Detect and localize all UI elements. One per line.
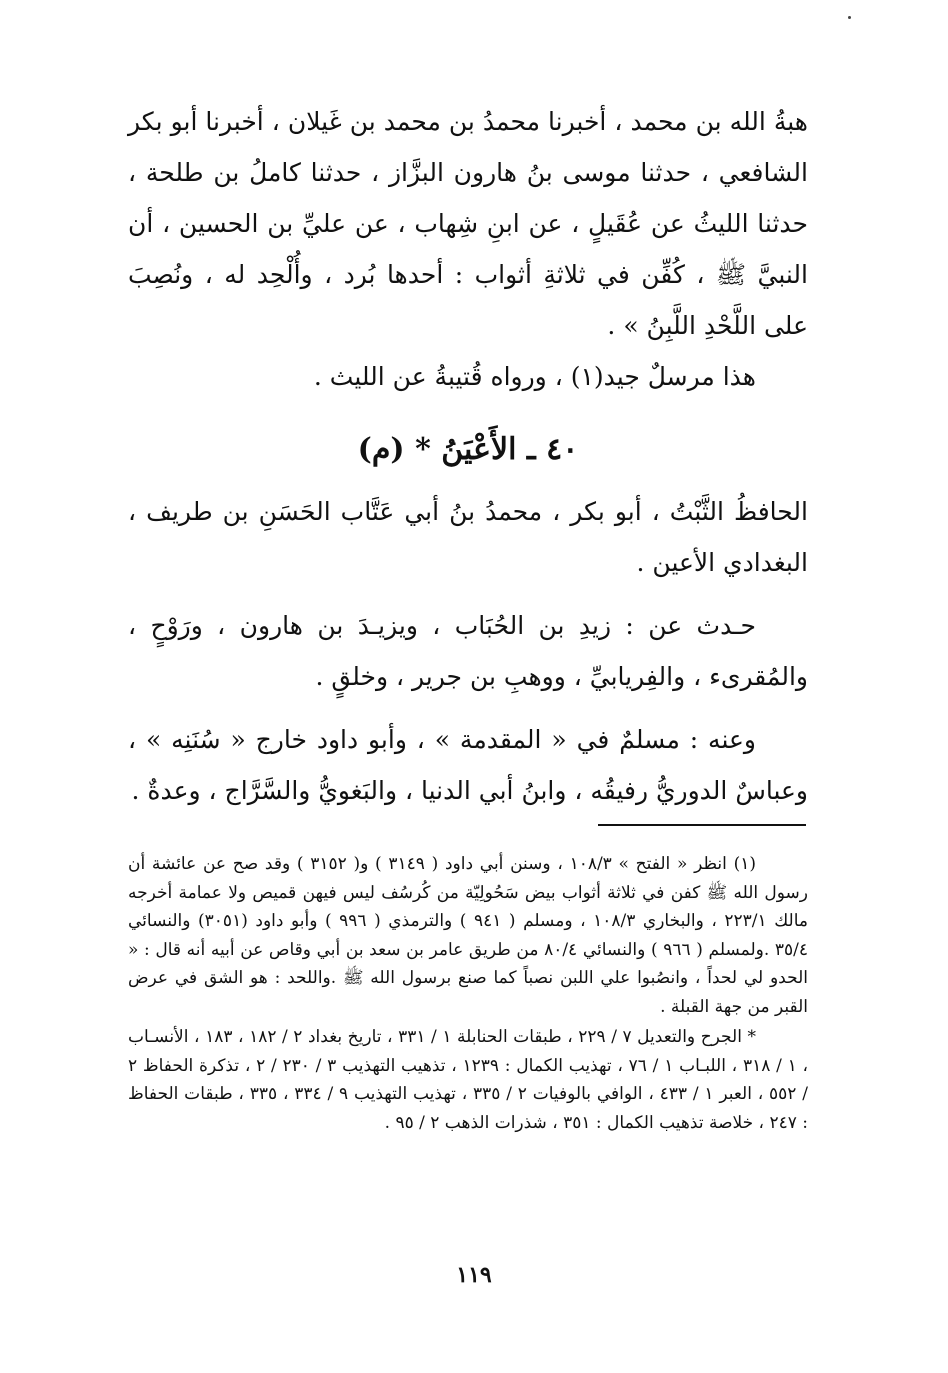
main-text-block (128, 96, 808, 402)
footnotes-block (128, 850, 808, 1137)
scan-speck (848, 16, 851, 19)
biography-text-block (128, 486, 808, 828)
footnote-1: (١) انظر « الفتح » ١٠٨/٣ ، وسنن أبي داود ( ٣١٤٩ ) و( ٣١٥٢ ) وقد صح عن عائشة أن رسول الله ﷺ كفن في ثلاثة أثواب بيض سَحُولِيّة من كُرسُف ليس فيهن قميص ولا عمامة أخرجه مالك ٢٢٣/١ ، والبخاري ١٠٨/٣ ، ومسلم ( ٩٤١ ) والترمذي ( ٩٩٦ ) وأبو داود (٣٠٥١) والنسائي ٣٥/٤ .ولمسلم ( ٩٦٦ ) والنسائي ٨٠/٤ من طريق عامر بن سعد بن أبي وقاص عن أبيه أنه قال : « الحدو لي لحداً ، وانصُبوا علي اللبن نصباً كما صنع برسول الله ﷺ .واللحد : هو الشق في عرض القبر من جهة القبلة . (128, 854, 809, 1017)
biography-intro-paragraph: الحافظُ الثَّبْتُ ، أبو بكر ، محمدُ بنُ أبي عَتَّاب الحَسَنِ بن طريف ، البغدادي الأعين . (128, 497, 808, 577)
narrators-paragraph: وعنه : مسلمٌ في « المقدمة » ، وأبو داود خارج « سُنَنِه » ، وعباسٌ الدوريُّ رفيقُه ، وابنُ أبي الدنيا ، والبَغويُّ والسَّرَّاج ، وعدةٌ . (128, 725, 808, 805)
page-number: ١١٩ (456, 1262, 492, 1288)
grading-paragraph: هذا مرسلٌ جيد(١) ، ورواه قُتيبةُ عن الليث . (313, 362, 756, 391)
biography-heading: ٤٠ ـ الأَعْيَنُ * (م) (357, 432, 579, 467)
footnote-sources: * الجرح والتعديل ٧ / ٢٢٩ ، طبقات الحنابلة ١ / ٣٣١ ، تاريخ بغداد ٢ / ١٨٢ ، ١٨٣ ، الأنسـاب ، ١ / ٣١٨ ، اللبـاب ١ / ٧٦ ، تهذيب الكمال : ١٢٣٩ ، تذهيب التهذيب ٣ / ٢٣٠ / ٢ ، تذكرة الحفاظ ٢ / ٥٥٢ ، العبر ١ / ٤٣٣ ، الوافي بالوفيات ٢ / ٣٣٥ ، تهذيب التهذيب ٩ / ٣٣٤ ، ٣٣٥ ، طبقات الحفاظ : ٢٤٧ ، خلاصة تذهيب الكمال : ٣٥١ ، شذرات الذهب ٢ / ٩٥ . (128, 1027, 808, 1133)
narrated-from-paragraph: حـدث عن : زيدِ بن الحُبَاب ، ويزيـدَ بن هارون ، ورَوْحٍ ، والمُقرىء ، والفِريابيِّ ، ووهبِ بن جرير ، وخلقٍ . (128, 611, 808, 691)
footnote-separator (598, 824, 806, 826)
hadith-paragraph: هبةُ الله بن محمد ، أخبرنا محمدُ بن محمد بن غَيلان ، أخبرنا أبو بكر الشافعي ، حدثنا موسى بنُ هارون البزَّاز ، حدثنا كاملُ بن طلحة ، حدثنا الليثُ عن عُقَيلٍ ، عن ابنِ شِهاب ، عن عليِّ بن الحسين ، أن النبيَّ ﷺ ، كُفِّن في ثلاثةِ أثواب : أحدها بُرد ، وأُلْحِد له ، ونُصِبَ على اللَّحْدِ اللَّبِنُ » . (128, 107, 808, 340)
